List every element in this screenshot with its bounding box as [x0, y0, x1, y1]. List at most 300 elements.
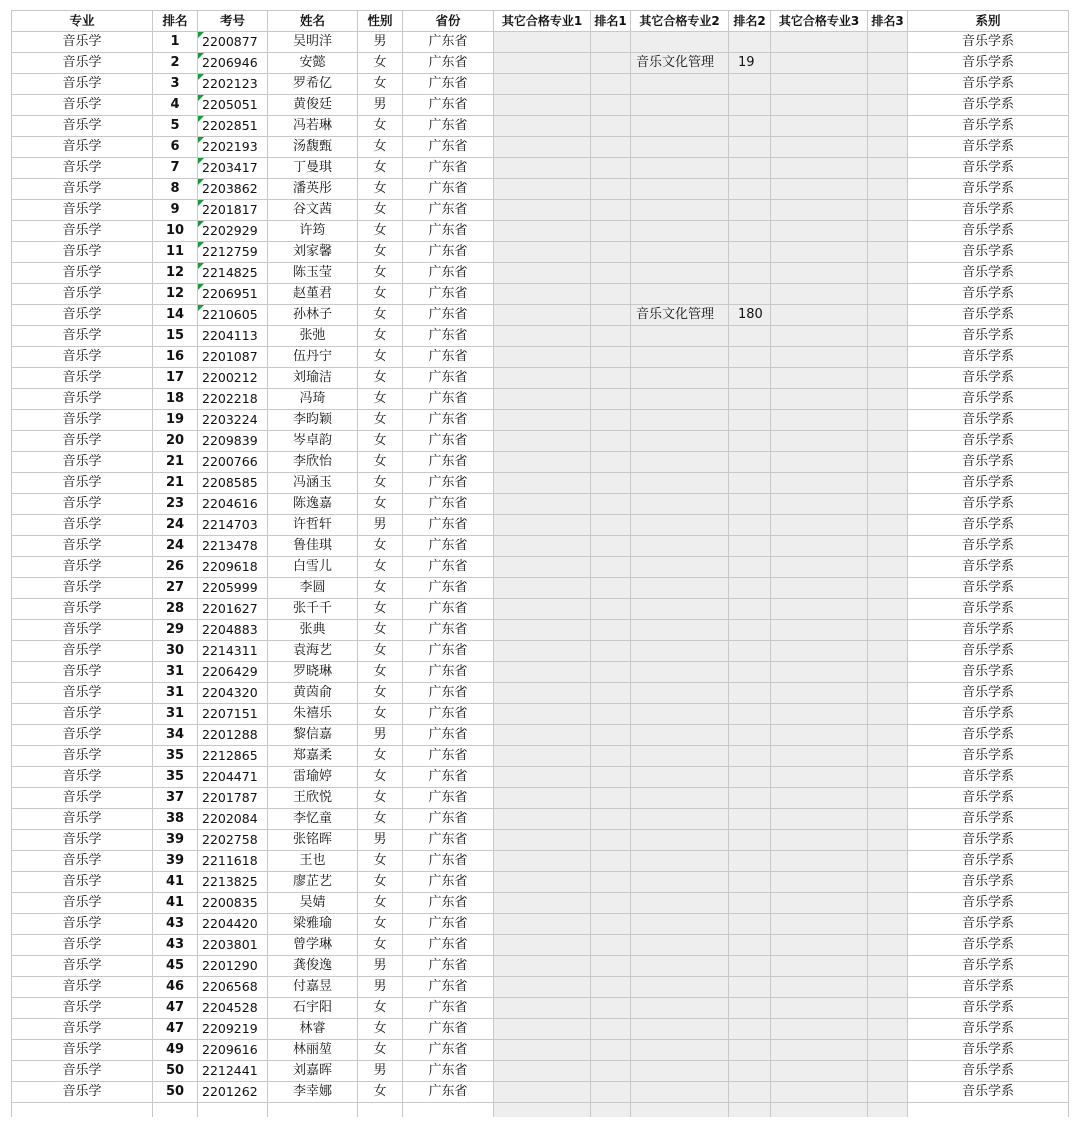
cell-major[interactable]: 音乐学 — [12, 536, 153, 557]
cell-rank-1[interactable] — [591, 305, 631, 326]
cell-rank-2[interactable] — [729, 32, 771, 53]
cell-rank[interactable]: 7 — [153, 158, 198, 179]
cell-other-major-1[interactable] — [494, 158, 591, 179]
cell-other-major-2[interactable] — [631, 389, 729, 410]
cell-major[interactable]: 音乐学 — [12, 746, 153, 767]
cell-rank[interactable]: 39 — [153, 830, 198, 851]
cell-rank-2[interactable] — [729, 74, 771, 95]
cell-other-major-3[interactable] — [771, 578, 868, 599]
cell-major[interactable]: 音乐学 — [12, 389, 153, 410]
cell-name[interactable]: 罗希亿 — [268, 74, 358, 95]
cell-other-major-1[interactable] — [494, 32, 591, 53]
cell-rank-1[interactable] — [591, 494, 631, 515]
cell-gender[interactable]: 女 — [358, 1040, 403, 1061]
cell-department[interactable]: 音乐学系 — [908, 536, 1069, 557]
cell-rank-2[interactable] — [729, 284, 771, 305]
cell-province[interactable]: 广东省 — [403, 746, 494, 767]
cell-rank-2[interactable] — [729, 620, 771, 641]
cell-other-major-1[interactable] — [494, 263, 591, 284]
cell-department[interactable]: 音乐学系 — [908, 830, 1069, 851]
cell-other-major-3[interactable] — [771, 410, 868, 431]
col-header-gender[interactable]: 性别 — [358, 11, 403, 32]
cell-rank-1[interactable] — [591, 137, 631, 158]
cell-other-major-1[interactable] — [494, 452, 591, 473]
cell-province[interactable]: 广东省 — [403, 767, 494, 788]
cell-other-major-1[interactable] — [494, 641, 591, 662]
cell-exam-id[interactable]: 2204471 — [198, 767, 268, 788]
col-header-other-major-2[interactable]: 其它合格专业2 — [631, 11, 729, 32]
cell-rank-1[interactable] — [591, 347, 631, 368]
cell-gender[interactable]: 女 — [358, 305, 403, 326]
cell-province[interactable]: 广东省 — [403, 410, 494, 431]
cell-department[interactable]: 音乐学系 — [908, 1061, 1069, 1082]
cell-rank-2[interactable] — [729, 788, 771, 809]
cell-province[interactable]: 广东省 — [403, 704, 494, 725]
cell-rank-2[interactable] — [729, 1040, 771, 1061]
cell-other-major-2[interactable] — [631, 620, 729, 641]
cell-major[interactable]: 音乐学 — [12, 662, 153, 683]
cell-gender[interactable]: 女 — [358, 536, 403, 557]
cell-rank-1[interactable] — [591, 788, 631, 809]
cell-rank-2[interactable] — [729, 998, 771, 1019]
cell-rank-1[interactable] — [591, 410, 631, 431]
cell-other-major-2[interactable] — [631, 95, 729, 116]
cell-major[interactable]: 音乐学 — [12, 578, 153, 599]
cell-name[interactable]: 张千千 — [268, 599, 358, 620]
cell-department[interactable]: 音乐学系 — [908, 431, 1069, 452]
cell-other-major-2[interactable] — [631, 662, 729, 683]
cell-exam-id[interactable]: 2201262 — [198, 1082, 268, 1103]
cell-name[interactable]: 白雪儿 — [268, 557, 358, 578]
cell-other-major-2[interactable] — [631, 242, 729, 263]
cell-other-major-1[interactable] — [494, 977, 591, 998]
cell-exam-id[interactable]: 2202193 — [198, 137, 268, 158]
cell-major[interactable]: 音乐学 — [12, 977, 153, 998]
cell-rank-2[interactable] — [729, 95, 771, 116]
cell-rank-1[interactable] — [591, 284, 631, 305]
cell-rank[interactable]: 39 — [153, 851, 198, 872]
cell-rank-1[interactable] — [591, 536, 631, 557]
cell-other-major-2[interactable] — [631, 263, 729, 284]
cell-rank[interactable]: 50 — [153, 1061, 198, 1082]
cell-name[interactable]: 张弛 — [268, 326, 358, 347]
cell-department[interactable]: 音乐学系 — [908, 158, 1069, 179]
cell-rank-1[interactable] — [591, 557, 631, 578]
cell-other-major-2[interactable] — [631, 536, 729, 557]
cell-rank[interactable]: 35 — [153, 746, 198, 767]
cell-rank-3[interactable] — [868, 32, 908, 53]
cell-rank[interactable]: 35 — [153, 767, 198, 788]
cell-other-major-3[interactable] — [771, 347, 868, 368]
cell-department[interactable]: 音乐学系 — [908, 473, 1069, 494]
cell-rank-1[interactable] — [591, 956, 631, 977]
cell-other-major-2[interactable] — [631, 977, 729, 998]
cell-rank-3[interactable] — [868, 956, 908, 977]
cell-rank-2[interactable] — [729, 683, 771, 704]
cell-province[interactable]: 广东省 — [403, 914, 494, 935]
cell-rank-3[interactable] — [868, 221, 908, 242]
cell-major[interactable]: 音乐学 — [12, 137, 153, 158]
cell-other-major-3[interactable] — [771, 326, 868, 347]
cell-rank-3[interactable] — [868, 704, 908, 725]
cell-gender[interactable]: 女 — [358, 557, 403, 578]
cell-name[interactable]: 李圆 — [268, 578, 358, 599]
cell-rank[interactable]: 38 — [153, 809, 198, 830]
cell-name[interactable]: 吴明洋 — [268, 32, 358, 53]
cell-gender[interactable]: 女 — [358, 452, 403, 473]
cell-rank-1[interactable] — [591, 578, 631, 599]
empty-cell[interactable] — [12, 1103, 153, 1118]
cell-name[interactable]: 许哲轩 — [268, 515, 358, 536]
cell-other-major-2[interactable] — [631, 116, 729, 137]
cell-other-major-1[interactable] — [494, 683, 591, 704]
cell-rank-2[interactable] — [729, 872, 771, 893]
cell-rank-2[interactable] — [729, 263, 771, 284]
cell-name[interactable]: 梁雅瑜 — [268, 914, 358, 935]
cell-province[interactable]: 广东省 — [403, 662, 494, 683]
cell-exam-id[interactable]: 2213825 — [198, 872, 268, 893]
cell-other-major-1[interactable] — [494, 347, 591, 368]
cell-major[interactable]: 音乐学 — [12, 368, 153, 389]
cell-name[interactable]: 张铭晖 — [268, 830, 358, 851]
empty-cell[interactable] — [358, 1103, 403, 1118]
cell-department[interactable]: 音乐学系 — [908, 137, 1069, 158]
cell-other-major-3[interactable] — [771, 683, 868, 704]
cell-other-major-1[interactable] — [494, 53, 591, 74]
cell-other-major-1[interactable] — [494, 830, 591, 851]
empty-cell[interactable] — [494, 1103, 591, 1118]
cell-other-major-1[interactable] — [494, 851, 591, 872]
cell-other-major-1[interactable] — [494, 305, 591, 326]
cell-major[interactable]: 音乐学 — [12, 53, 153, 74]
cell-other-major-2[interactable] — [631, 1019, 729, 1040]
cell-rank-2[interactable] — [729, 116, 771, 137]
cell-province[interactable]: 广东省 — [403, 53, 494, 74]
cell-exam-id[interactable]: 2206946 — [198, 53, 268, 74]
cell-exam-id[interactable]: 2214311 — [198, 641, 268, 662]
cell-major[interactable]: 音乐学 — [12, 515, 153, 536]
cell-rank-2[interactable] — [729, 662, 771, 683]
cell-department[interactable]: 音乐学系 — [908, 1019, 1069, 1040]
cell-other-major-2[interactable] — [631, 200, 729, 221]
col-header-other-major-3[interactable]: 其它合格专业3 — [771, 11, 868, 32]
cell-rank[interactable]: 11 — [153, 242, 198, 263]
cell-rank[interactable]: 18 — [153, 389, 198, 410]
cell-rank-1[interactable] — [591, 977, 631, 998]
cell-exam-id[interactable]: 2203862 — [198, 179, 268, 200]
cell-name[interactable]: 吴婧 — [268, 893, 358, 914]
cell-rank-3[interactable] — [868, 53, 908, 74]
cell-gender[interactable]: 女 — [358, 284, 403, 305]
cell-name[interactable]: 雷瑜婷 — [268, 767, 358, 788]
cell-rank-3[interactable] — [868, 200, 908, 221]
cell-rank-1[interactable] — [591, 1082, 631, 1103]
cell-rank-3[interactable] — [868, 809, 908, 830]
cell-other-major-2[interactable] — [631, 851, 729, 872]
cell-name[interactable]: 王也 — [268, 851, 358, 872]
cell-rank-1[interactable] — [591, 1061, 631, 1082]
cell-major[interactable]: 音乐学 — [12, 494, 153, 515]
cell-other-major-3[interactable] — [771, 515, 868, 536]
cell-exam-id[interactable]: 2207151 — [198, 704, 268, 725]
cell-rank-2[interactable] — [729, 410, 771, 431]
cell-province[interactable]: 广东省 — [403, 431, 494, 452]
cell-other-major-2[interactable] — [631, 347, 729, 368]
cell-name[interactable]: 冯琦 — [268, 389, 358, 410]
cell-other-major-3[interactable] — [771, 116, 868, 137]
cell-other-major-2[interactable] — [631, 830, 729, 851]
cell-rank-1[interactable] — [591, 1040, 631, 1061]
cell-province[interactable]: 广东省 — [403, 1061, 494, 1082]
cell-rank-3[interactable] — [868, 95, 908, 116]
cell-exam-id[interactable]: 2203417 — [198, 158, 268, 179]
cell-rank-2[interactable] — [729, 599, 771, 620]
cell-major[interactable]: 音乐学 — [12, 914, 153, 935]
cell-rank-2[interactable] — [729, 641, 771, 662]
cell-exam-id[interactable]: 2204113 — [198, 326, 268, 347]
cell-gender[interactable]: 女 — [358, 767, 403, 788]
cell-name[interactable]: 黄俊廷 — [268, 95, 358, 116]
cell-other-major-1[interactable] — [494, 599, 591, 620]
cell-rank-3[interactable] — [868, 494, 908, 515]
cell-other-major-2[interactable] — [631, 704, 729, 725]
cell-province[interactable]: 广东省 — [403, 200, 494, 221]
cell-province[interactable]: 广东省 — [403, 158, 494, 179]
cell-other-major-2[interactable] — [631, 557, 729, 578]
cell-other-major-3[interactable] — [771, 893, 868, 914]
cell-rank[interactable]: 47 — [153, 1019, 198, 1040]
cell-other-major-2[interactable] — [631, 494, 729, 515]
cell-rank-1[interactable] — [591, 368, 631, 389]
cell-rank-1[interactable] — [591, 221, 631, 242]
cell-other-major-2[interactable] — [631, 431, 729, 452]
cell-name[interactable]: 张典 — [268, 620, 358, 641]
cell-other-major-2[interactable] — [631, 410, 729, 431]
cell-gender[interactable]: 女 — [358, 158, 403, 179]
cell-major[interactable]: 音乐学 — [12, 74, 153, 95]
cell-gender[interactable]: 女 — [358, 221, 403, 242]
cell-gender[interactable]: 女 — [358, 683, 403, 704]
cell-name[interactable]: 冯涵玉 — [268, 473, 358, 494]
cell-name[interactable]: 陈逸嘉 — [268, 494, 358, 515]
cell-other-major-1[interactable] — [494, 704, 591, 725]
cell-gender[interactable]: 女 — [358, 431, 403, 452]
cell-gender[interactable]: 女 — [358, 620, 403, 641]
cell-gender[interactable]: 女 — [358, 263, 403, 284]
cell-rank-3[interactable] — [868, 284, 908, 305]
cell-gender[interactable]: 女 — [358, 704, 403, 725]
cell-province[interactable]: 广东省 — [403, 620, 494, 641]
cell-province[interactable]: 广东省 — [403, 347, 494, 368]
cell-other-major-1[interactable] — [494, 389, 591, 410]
cell-province[interactable]: 广东省 — [403, 830, 494, 851]
cell-major[interactable]: 音乐学 — [12, 767, 153, 788]
cell-province[interactable]: 广东省 — [403, 935, 494, 956]
cell-other-major-2[interactable] — [631, 284, 729, 305]
cell-province[interactable]: 广东省 — [403, 326, 494, 347]
cell-other-major-3[interactable] — [771, 221, 868, 242]
cell-other-major-3[interactable] — [771, 1040, 868, 1061]
cell-other-major-1[interactable] — [494, 200, 591, 221]
col-header-rank-2[interactable]: 排名2 — [729, 11, 771, 32]
cell-province[interactable]: 广东省 — [403, 683, 494, 704]
cell-rank[interactable]: 12 — [153, 263, 198, 284]
cell-rank-2[interactable] — [729, 158, 771, 179]
cell-other-major-3[interactable] — [771, 809, 868, 830]
cell-other-major-1[interactable] — [494, 116, 591, 137]
cell-other-major-1[interactable] — [494, 221, 591, 242]
cell-rank-2[interactable] — [729, 1061, 771, 1082]
cell-other-major-3[interactable] — [771, 368, 868, 389]
cell-name[interactable]: 陈玉莹 — [268, 263, 358, 284]
cell-name[interactable]: 刘嘉晖 — [268, 1061, 358, 1082]
cell-other-major-2[interactable] — [631, 809, 729, 830]
cell-major[interactable]: 音乐学 — [12, 935, 153, 956]
cell-province[interactable]: 广东省 — [403, 956, 494, 977]
cell-rank[interactable]: 49 — [153, 1040, 198, 1061]
cell-rank-2[interactable] — [729, 221, 771, 242]
cell-name[interactable]: 廖芷艺 — [268, 872, 358, 893]
cell-other-major-3[interactable] — [771, 851, 868, 872]
cell-rank-1[interactable] — [591, 158, 631, 179]
cell-rank-3[interactable] — [868, 389, 908, 410]
cell-other-major-1[interactable] — [494, 620, 591, 641]
cell-rank-2[interactable] — [729, 977, 771, 998]
cell-exam-id[interactable]: 2201288 — [198, 725, 268, 746]
cell-name[interactable]: 谷文茜 — [268, 200, 358, 221]
cell-other-major-3[interactable] — [771, 32, 868, 53]
cell-province[interactable]: 广东省 — [403, 32, 494, 53]
cell-rank[interactable]: 41 — [153, 893, 198, 914]
cell-province[interactable]: 广东省 — [403, 242, 494, 263]
cell-department[interactable]: 音乐学系 — [908, 935, 1069, 956]
cell-rank-3[interactable] — [868, 1040, 908, 1061]
cell-rank[interactable]: 43 — [153, 914, 198, 935]
cell-name[interactable]: 付嘉昱 — [268, 977, 358, 998]
cell-other-major-1[interactable] — [494, 788, 591, 809]
cell-rank[interactable]: 41 — [153, 872, 198, 893]
cell-exam-id[interactable]: 2214825 — [198, 263, 268, 284]
cell-rank[interactable]: 20 — [153, 431, 198, 452]
cell-name[interactable]: 安懿 — [268, 53, 358, 74]
cell-exam-id[interactable]: 2201817 — [198, 200, 268, 221]
cell-rank[interactable]: 45 — [153, 956, 198, 977]
cell-rank[interactable]: 8 — [153, 179, 198, 200]
cell-other-major-3[interactable] — [771, 74, 868, 95]
col-header-major[interactable]: 专业 — [12, 11, 153, 32]
cell-department[interactable]: 音乐学系 — [908, 494, 1069, 515]
cell-major[interactable]: 音乐学 — [12, 1019, 153, 1040]
cell-other-major-1[interactable] — [494, 326, 591, 347]
cell-province[interactable]: 广东省 — [403, 725, 494, 746]
cell-rank-1[interactable] — [591, 389, 631, 410]
cell-other-major-3[interactable] — [771, 830, 868, 851]
cell-province[interactable]: 广东省 — [403, 998, 494, 1019]
cell-exam-id[interactable]: 2210605 — [198, 305, 268, 326]
cell-rank-1[interactable] — [591, 704, 631, 725]
cell-rank[interactable]: 2 — [153, 53, 198, 74]
cell-major[interactable]: 音乐学 — [12, 809, 153, 830]
cell-other-major-2[interactable] — [631, 998, 729, 1019]
cell-other-major-1[interactable] — [494, 515, 591, 536]
cell-rank-2[interactable] — [729, 347, 771, 368]
cell-other-major-3[interactable] — [771, 179, 868, 200]
cell-rank-3[interactable] — [868, 1061, 908, 1082]
cell-name[interactable]: 王欣悦 — [268, 788, 358, 809]
cell-province[interactable]: 广东省 — [403, 977, 494, 998]
cell-gender[interactable]: 女 — [358, 599, 403, 620]
cell-department[interactable]: 音乐学系 — [908, 704, 1069, 725]
cell-other-major-3[interactable] — [771, 263, 868, 284]
cell-major[interactable]: 音乐学 — [12, 893, 153, 914]
cell-department[interactable]: 音乐学系 — [908, 242, 1069, 263]
cell-rank-3[interactable] — [868, 830, 908, 851]
cell-province[interactable]: 广东省 — [403, 137, 494, 158]
cell-major[interactable]: 音乐学 — [12, 95, 153, 116]
cell-other-major-2[interactable] — [631, 914, 729, 935]
cell-rank-3[interactable] — [868, 368, 908, 389]
cell-gender[interactable]: 女 — [358, 893, 403, 914]
cell-rank-3[interactable] — [868, 935, 908, 956]
cell-rank-3[interactable] — [868, 410, 908, 431]
cell-exam-id[interactable]: 2208585 — [198, 473, 268, 494]
cell-gender[interactable]: 女 — [358, 914, 403, 935]
cell-name[interactable]: 伍丹宁 — [268, 347, 358, 368]
cell-other-major-1[interactable] — [494, 1082, 591, 1103]
cell-province[interactable]: 广东省 — [403, 221, 494, 242]
cell-rank[interactable]: 17 — [153, 368, 198, 389]
cell-rank-2[interactable] — [729, 725, 771, 746]
cell-other-major-2[interactable] — [631, 767, 729, 788]
cell-name[interactable]: 冯若琳 — [268, 116, 358, 137]
empty-cell[interactable] — [729, 1103, 771, 1118]
cell-gender[interactable]: 女 — [358, 410, 403, 431]
cell-other-major-1[interactable] — [494, 935, 591, 956]
cell-other-major-2[interactable] — [631, 158, 729, 179]
cell-rank[interactable]: 12 — [153, 284, 198, 305]
cell-exam-id[interactable]: 2211618 — [198, 851, 268, 872]
cell-name[interactable]: 刘瑜洁 — [268, 368, 358, 389]
cell-rank-2[interactable] — [729, 935, 771, 956]
cell-other-major-2[interactable] — [631, 179, 729, 200]
cell-rank-3[interactable] — [868, 473, 908, 494]
cell-other-major-3[interactable] — [771, 662, 868, 683]
cell-other-major-3[interactable] — [771, 956, 868, 977]
cell-major[interactable]: 音乐学 — [12, 704, 153, 725]
cell-province[interactable]: 广东省 — [403, 95, 494, 116]
cell-exam-id[interactable]: 2201787 — [198, 788, 268, 809]
cell-rank-1[interactable] — [591, 620, 631, 641]
cell-rank-2[interactable] — [729, 242, 771, 263]
cell-department[interactable]: 音乐学系 — [908, 221, 1069, 242]
cell-department[interactable]: 音乐学系 — [908, 515, 1069, 536]
cell-name[interactable]: 林丽堃 — [268, 1040, 358, 1061]
cell-exam-id[interactable]: 2209839 — [198, 431, 268, 452]
cell-province[interactable]: 广东省 — [403, 788, 494, 809]
cell-other-major-3[interactable] — [771, 557, 868, 578]
cell-rank[interactable]: 21 — [153, 473, 198, 494]
cell-other-major-1[interactable] — [494, 872, 591, 893]
empty-cell[interactable] — [631, 1103, 729, 1118]
cell-rank-3[interactable] — [868, 137, 908, 158]
cell-exam-id[interactable]: 2209616 — [198, 1040, 268, 1061]
cell-gender[interactable]: 女 — [358, 788, 403, 809]
cell-rank-3[interactable] — [868, 641, 908, 662]
cell-other-major-2[interactable] — [631, 893, 729, 914]
cell-rank[interactable]: 14 — [153, 305, 198, 326]
cell-rank-2[interactable] — [729, 137, 771, 158]
cell-province[interactable]: 广东省 — [403, 557, 494, 578]
